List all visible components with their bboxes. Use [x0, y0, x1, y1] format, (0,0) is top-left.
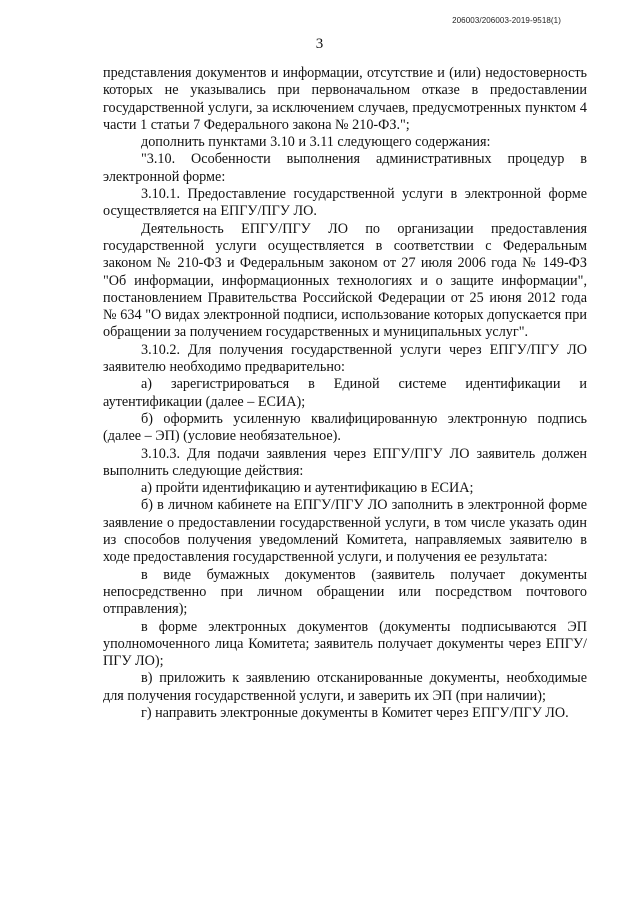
document-body	[103, 65, 587, 722]
list-item-a-register: а) зарегистрироваться в Единой системе идентификации и аутентификации (далее – ЕСИА);	[103, 376, 587, 410]
list-item-electronic-docs: в форме электронных документов (документы подписываются ЭП уполномоченного лица Комитета; заявитель получает документы через ЕПГУ/ПГУ ЛО);	[103, 618, 587, 670]
paragraph-activity: Деятельность ЕПГУ/ПГУ ЛО по организации предоставления государственной услуги осуществляется в соответствии с Федеральным законом № 210-ФЗ и Федеральным законом от 27 июля 2006 года № 149-ФЗ "Об информации, информационных технологиях и о защите информации", постановлением Правительства Российской Федерации от 25 июня 2012 года № 634 "О видах электронной подписи, использование которых допускается при обращении за получением государственных и муниципальных услуг".	[103, 220, 587, 341]
document-id: 206003/206003-2019-9518(1)	[452, 16, 561, 25]
paragraph-3-10-1: 3.10.1. Предоставление государственной услуги в электронной форме осуществляется на ЕПГУ/ПГУ ЛО.	[103, 186, 587, 220]
page-number: 3	[315, 36, 324, 52]
paragraph-3-10-2: 3.10.2. Для получения государственной услуги через ЕПГУ/ПГУ ЛО заявителю необходимо предварительно:	[103, 341, 587, 376]
paragraph-amendment-intro: дополнить пунктами 3.10 и 3.11 следующего содержания:	[141, 134, 491, 151]
list-item-paper-docs: в виде бумажных документов (заявитель получает документы непосредственно при личном обращении или посредством почтового отправления);	[103, 566, 587, 618]
list-item-g-send: г) направить электронные документы в Комитет через ЕПГУ/ПГУ ЛО.	[141, 704, 569, 721]
list-item-a-identify: а) пройти идентификацию и аутентификацию в ЕСИА;	[141, 480, 474, 497]
list-item-b-fill-form: б) в личном кабинете на ЕПГУ/ПГУ ЛО заполнить в электронной форме заявление о предоставлении государственной услуги, в том числе указать один из способов получения уведомлений Комитета, направляемых заявителю в ходе предоставления государственной услуги, и получения ее результата:	[103, 497, 587, 566]
paragraph-continuation: представления документов и информации, отсутствие и (или) недостоверность которых не указывались при первоначальном отказе в предоставлении государственной услуги, за исключением случаев, предусмотренных пунктом 4 части 1 статьи 7 Федерального закона № 210-ФЗ.";	[103, 65, 587, 133]
list-item-v-attach: в) приложить к заявлению отсканированные документы, необходимые для получения государственной услуги, и заверить их ЭП (при наличии);	[103, 670, 587, 704]
list-item-b-signature: б) оформить усиленную квалифицированную электронную подпись (далее – ЭП) (условие необязательное).	[103, 410, 587, 445]
paragraph-3-10-3: 3.10.3. Для подачи заявления через ЕПГУ/ПГУ ЛО заявитель должен выполнить следующие действия:	[103, 445, 587, 479]
paragraph-3-10: "3.10. Особенности выполнения административных процедур в электронной форме:	[103, 151, 587, 185]
